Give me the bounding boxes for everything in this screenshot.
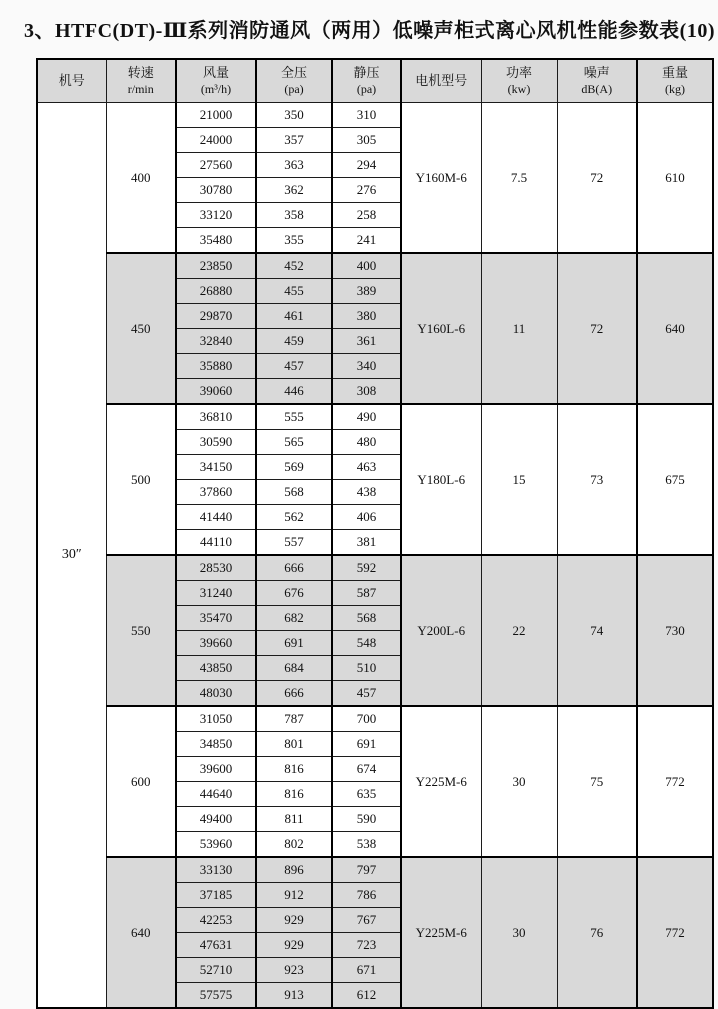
col-header-unit: r/min [127, 81, 154, 96]
airflow-cell: 53960 [176, 832, 256, 858]
static-pressure-cell: 635 [332, 782, 401, 807]
motor-model-cell: Y180L-6 [401, 404, 481, 555]
col-header-label: 全压 [280, 64, 307, 80]
airflow-cell: 39060 [176, 379, 256, 405]
airflow-cell: 41440 [176, 505, 256, 530]
static-pressure-cell: 400 [332, 253, 401, 279]
airflow-cell: 44640 [176, 782, 256, 807]
col-header-label: 机号 [58, 72, 85, 88]
col-header-label: 静压 [353, 64, 380, 80]
total-pressure-cell: 555 [256, 404, 332, 430]
airflow-cell: 33120 [176, 203, 256, 228]
col-header-label: 噪声 [583, 64, 610, 80]
performance-table [36, 58, 714, 1009]
static-pressure-cell: 294 [332, 153, 401, 178]
static-pressure-cell: 380 [332, 304, 401, 329]
power-cell: 7.5 [481, 103, 557, 254]
speed-cell: 600 [106, 706, 176, 857]
airflow-cell: 29870 [176, 304, 256, 329]
airflow-cell: 27560 [176, 153, 256, 178]
col-header-total-pressure [256, 59, 332, 103]
airflow-cell: 48030 [176, 681, 256, 707]
total-pressure-cell: 357 [256, 128, 332, 153]
airflow-cell: 28530 [176, 555, 256, 581]
col-header-unit: (kw) [507, 81, 531, 96]
speed-cell: 640 [106, 857, 176, 1008]
table-row [37, 555, 713, 581]
static-pressure-cell: 480 [332, 430, 401, 455]
motor-model-cell: Y200L-6 [401, 555, 481, 706]
motor-model-cell: Y160M-6 [401, 103, 481, 254]
total-pressure-cell: 913 [256, 983, 332, 1009]
airflow-cell: 33130 [176, 857, 256, 883]
static-pressure-cell: 592 [332, 555, 401, 581]
power-cell: 30 [481, 706, 557, 857]
airflow-cell: 36810 [176, 404, 256, 430]
static-pressure-cell: 723 [332, 933, 401, 958]
power-cell: 22 [481, 555, 557, 706]
total-pressure-cell: 569 [256, 455, 332, 480]
total-pressure-cell: 350 [256, 103, 332, 128]
col-header-weight [637, 59, 713, 103]
airflow-cell: 24000 [176, 128, 256, 153]
motor-model-cell: Y225M-6 [401, 857, 481, 1008]
airflow-cell: 35880 [176, 354, 256, 379]
col-header-noise [557, 59, 637, 103]
motor-model-cell: Y160L-6 [401, 253, 481, 404]
col-header-label: 风量 [202, 64, 229, 80]
motor-model-cell: Y225M-6 [401, 706, 481, 857]
col-header-speed [106, 59, 176, 103]
static-pressure-cell: 510 [332, 656, 401, 681]
airflow-cell: 26880 [176, 279, 256, 304]
total-pressure-cell: 929 [256, 908, 332, 933]
airflow-cell: 37860 [176, 480, 256, 505]
static-pressure-cell: 671 [332, 958, 401, 983]
total-pressure-cell: 666 [256, 555, 332, 581]
total-pressure-cell: 691 [256, 631, 332, 656]
static-pressure-cell: 786 [332, 883, 401, 908]
col-header-power [481, 59, 557, 103]
airflow-cell: 57575 [176, 983, 256, 1009]
total-pressure-cell: 816 [256, 757, 332, 782]
static-pressure-cell: 797 [332, 857, 401, 883]
col-header-label: 重量 [661, 64, 688, 80]
page-title: 3、HTFC(DT)-Ⅲ系列消防通风（两用）低噪声柜式离心风机性能参数表(10) [24, 20, 715, 42]
airflow-cell: 21000 [176, 103, 256, 128]
airflow-cell: 35480 [176, 228, 256, 254]
airflow-cell: 37185 [176, 883, 256, 908]
airflow-cell: 39660 [176, 631, 256, 656]
noise-cell: 73 [557, 404, 637, 555]
col-header-unit: (pa) [356, 81, 377, 96]
total-pressure-cell: 452 [256, 253, 332, 279]
static-pressure-cell: 308 [332, 379, 401, 405]
static-pressure-cell: 438 [332, 480, 401, 505]
airflow-cell: 52710 [176, 958, 256, 983]
weight-cell: 730 [637, 555, 713, 706]
static-pressure-cell: 305 [332, 128, 401, 153]
speed-cell: 450 [106, 253, 176, 404]
total-pressure-cell: 923 [256, 958, 332, 983]
total-pressure-cell: 565 [256, 430, 332, 455]
airflow-cell: 42253 [176, 908, 256, 933]
static-pressure-cell: 340 [332, 354, 401, 379]
power-cell: 15 [481, 404, 557, 555]
col-header-unit: (kg) [665, 81, 685, 96]
airflow-cell: 49400 [176, 807, 256, 832]
total-pressure-cell: 929 [256, 933, 332, 958]
total-pressure-cell: 816 [256, 782, 332, 807]
total-pressure-cell: 455 [256, 279, 332, 304]
airflow-cell: 30780 [176, 178, 256, 203]
total-pressure-cell: 676 [256, 581, 332, 606]
static-pressure-cell: 691 [332, 732, 401, 757]
total-pressure-cell: 358 [256, 203, 332, 228]
speed-cell: 400 [106, 103, 176, 254]
static-pressure-cell: 361 [332, 329, 401, 354]
static-pressure-cell: 389 [332, 279, 401, 304]
col-header-airflow [176, 59, 256, 103]
total-pressure-cell: 896 [256, 857, 332, 883]
total-pressure-cell: 684 [256, 656, 332, 681]
total-pressure-cell: 912 [256, 883, 332, 908]
airflow-cell: 31050 [176, 706, 256, 732]
static-pressure-cell: 700 [332, 706, 401, 732]
speed-cell: 550 [106, 555, 176, 706]
static-pressure-cell: 767 [332, 908, 401, 933]
weight-cell: 640 [637, 253, 713, 404]
total-pressure-cell: 666 [256, 681, 332, 707]
airflow-cell: 31240 [176, 581, 256, 606]
col-header-label: 功率 [505, 64, 532, 80]
static-pressure-cell: 612 [332, 983, 401, 1009]
static-pressure-cell: 538 [332, 832, 401, 858]
noise-cell: 72 [557, 253, 637, 404]
static-pressure-cell: 587 [332, 581, 401, 606]
weight-cell: 675 [637, 404, 713, 555]
col-header-static-pressure [332, 59, 401, 103]
static-pressure-cell: 548 [332, 631, 401, 656]
table-row [37, 404, 713, 430]
col-header-label: 电机型号 [415, 72, 468, 88]
total-pressure-cell: 557 [256, 530, 332, 556]
total-pressure-cell: 811 [256, 807, 332, 832]
total-pressure-cell: 787 [256, 706, 332, 732]
airflow-cell: 30590 [176, 430, 256, 455]
total-pressure-cell: 457 [256, 354, 332, 379]
static-pressure-cell: 258 [332, 203, 401, 228]
airflow-cell: 34150 [176, 455, 256, 480]
airflow-cell: 39600 [176, 757, 256, 782]
total-pressure-cell: 682 [256, 606, 332, 631]
table-row [37, 103, 713, 128]
noise-cell: 75 [557, 706, 637, 857]
static-pressure-cell: 568 [332, 606, 401, 631]
static-pressure-cell: 276 [332, 178, 401, 203]
noise-cell: 74 [557, 555, 637, 706]
total-pressure-cell: 562 [256, 505, 332, 530]
airflow-cell: 34850 [176, 732, 256, 757]
col-header-label: 转速 [127, 64, 154, 80]
machine-no-cell: 30″ [37, 103, 106, 1009]
col-header-motor-model [401, 59, 481, 103]
static-pressure-cell: 674 [332, 757, 401, 782]
total-pressure-cell: 801 [256, 732, 332, 757]
static-pressure-cell: 241 [332, 228, 401, 254]
total-pressure-cell: 802 [256, 832, 332, 858]
table-row [37, 706, 713, 732]
static-pressure-cell: 381 [332, 530, 401, 556]
total-pressure-cell: 362 [256, 178, 332, 203]
total-pressure-cell: 459 [256, 329, 332, 354]
weight-cell: 610 [637, 103, 713, 254]
static-pressure-cell: 406 [332, 505, 401, 530]
static-pressure-cell: 463 [332, 455, 401, 480]
table-header-row [37, 59, 713, 103]
col-header-unit: (pa) [284, 81, 304, 96]
power-cell: 11 [481, 253, 557, 404]
total-pressure-cell: 568 [256, 480, 332, 505]
static-pressure-cell: 457 [332, 681, 401, 707]
table-row [37, 253, 713, 279]
table-row [37, 857, 713, 883]
weight-cell: 772 [637, 857, 713, 1008]
noise-cell: 76 [557, 857, 637, 1008]
airflow-cell: 23850 [176, 253, 256, 279]
col-header-machine-no [37, 59, 106, 103]
speed-cell: 500 [106, 404, 176, 555]
static-pressure-cell: 490 [332, 404, 401, 430]
total-pressure-cell: 446 [256, 379, 332, 405]
total-pressure-cell: 355 [256, 228, 332, 254]
airflow-cell: 32840 [176, 329, 256, 354]
total-pressure-cell: 363 [256, 153, 332, 178]
airflow-cell: 43850 [176, 656, 256, 681]
static-pressure-cell: 310 [332, 103, 401, 128]
col-header-unit: (m³/h) [200, 81, 232, 96]
airflow-cell: 47631 [176, 933, 256, 958]
static-pressure-cell: 590 [332, 807, 401, 832]
weight-cell: 772 [637, 706, 713, 857]
airflow-cell: 44110 [176, 530, 256, 556]
power-cell: 30 [481, 857, 557, 1008]
airflow-cell: 35470 [176, 606, 256, 631]
total-pressure-cell: 461 [256, 304, 332, 329]
col-header-unit: dB(A) [581, 81, 613, 96]
noise-cell: 72 [557, 103, 637, 254]
